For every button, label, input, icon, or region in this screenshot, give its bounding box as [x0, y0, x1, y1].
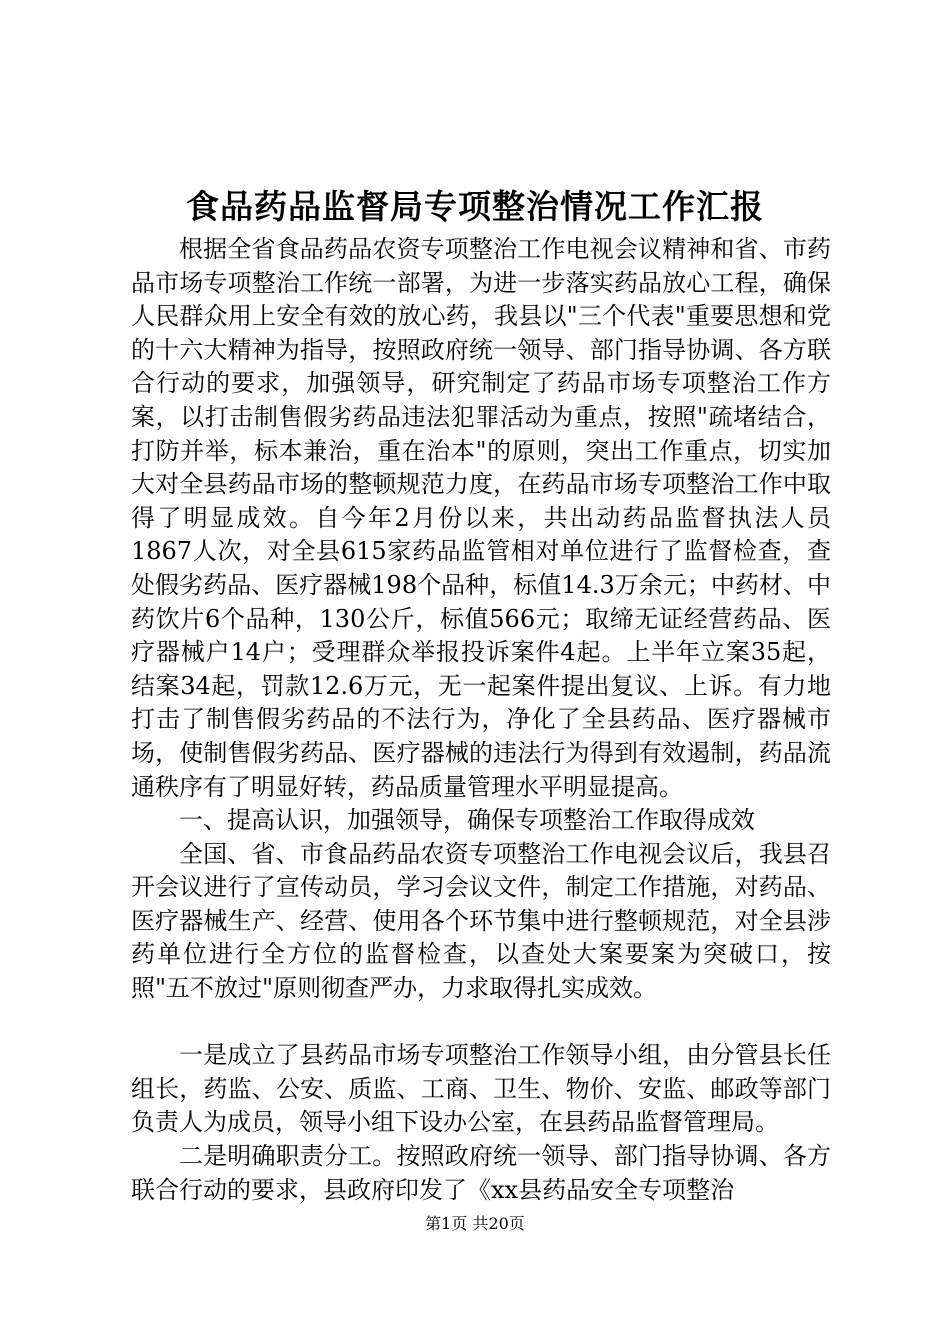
section-heading-1: 一、提高认识，加强领导，确保专项整治工作取得成效 — [179, 806, 755, 835]
paragraph-intro: 根据全省食品药品农资专项整治工作电视会议精神和省、市药品市场专项整治工作统一部署，为进一步落实药品放心工程，确保人民群众用上安全有效的放心药，我县以"三个代表"重要思想和党的十六大精神为指导，按照政府统一领导、部门指导协调、各方联合行动的要求，加强领导，研究制定了药品市场专项整治工作方案，以打击制售假劣药品违法犯罪活动为重点，按照"疏堵结合，打防并举，标本兼治，重在治本"的原则，突出工作重点，切实加大对全县药品市场的整顿规范力度，在药品市场专项整治工作中取得了明显成效。自今年2月份以来，共出动药品监督执法人员1867人次，对全县615家药品监管相对单位进行了监督检查，查处假劣药品、医疗器械198个品种，标值14.3万余元；中药材、中药饮片6个品种，130公斤，标值566元；取缔无证经营药品、医疗器械户14户；受理群众举报投诉案件4起。上半年立案35起，结案34起，罚款12.6万元，无一起案件提出复议、上诉。有力地打击了制售假劣药品的不法行为，净化了全县药品、医疗器械市场，使制售假劣药品、医疗器械的违法行为得到有效遏制，药品流通秩序有了明显好转，药品质量管理水平明显提高。 — [131, 235, 831, 801]
paragraph-section-1: 全国、省、市食品药品农资专项整治工作电视会议后，我县召开会议进行了宣传动员，学习会议文件，制定工作措施，对药品、医疗器械生产、经营、使用各个环节集中进行整顿规范，对全县涉药单位进行全方位的监督检查，以查处大案要案为突破口，按照"五不放过"原则彻查严办，力求取得扎实成效。 — [131, 839, 831, 1003]
document-title: 食品药品监督局专项整治情况工作汇报 — [186, 187, 764, 226]
paragraph-point-1: 一是成立了县药品市场专项整治工作领导小组，由分管县长任组长，药监、公安、质监、工商、卫生、物价、安监、邮政等部门负责人为成员，领导小组下设办公室，在县药品监督管理局。 — [131, 1041, 831, 1137]
paragraph-point-2: 二是明确职责分工。按照政府统一领导、部门指导协调、各方联合行动的要求，县政府印发了《xx县药品安全专项整治 — [131, 1142, 831, 1204]
page-footer: 第1页 共20页 — [425, 1214, 525, 1233]
paragraph-spacer — [131, 1006, 831, 1040]
document-body — [131, 233, 831, 1207]
